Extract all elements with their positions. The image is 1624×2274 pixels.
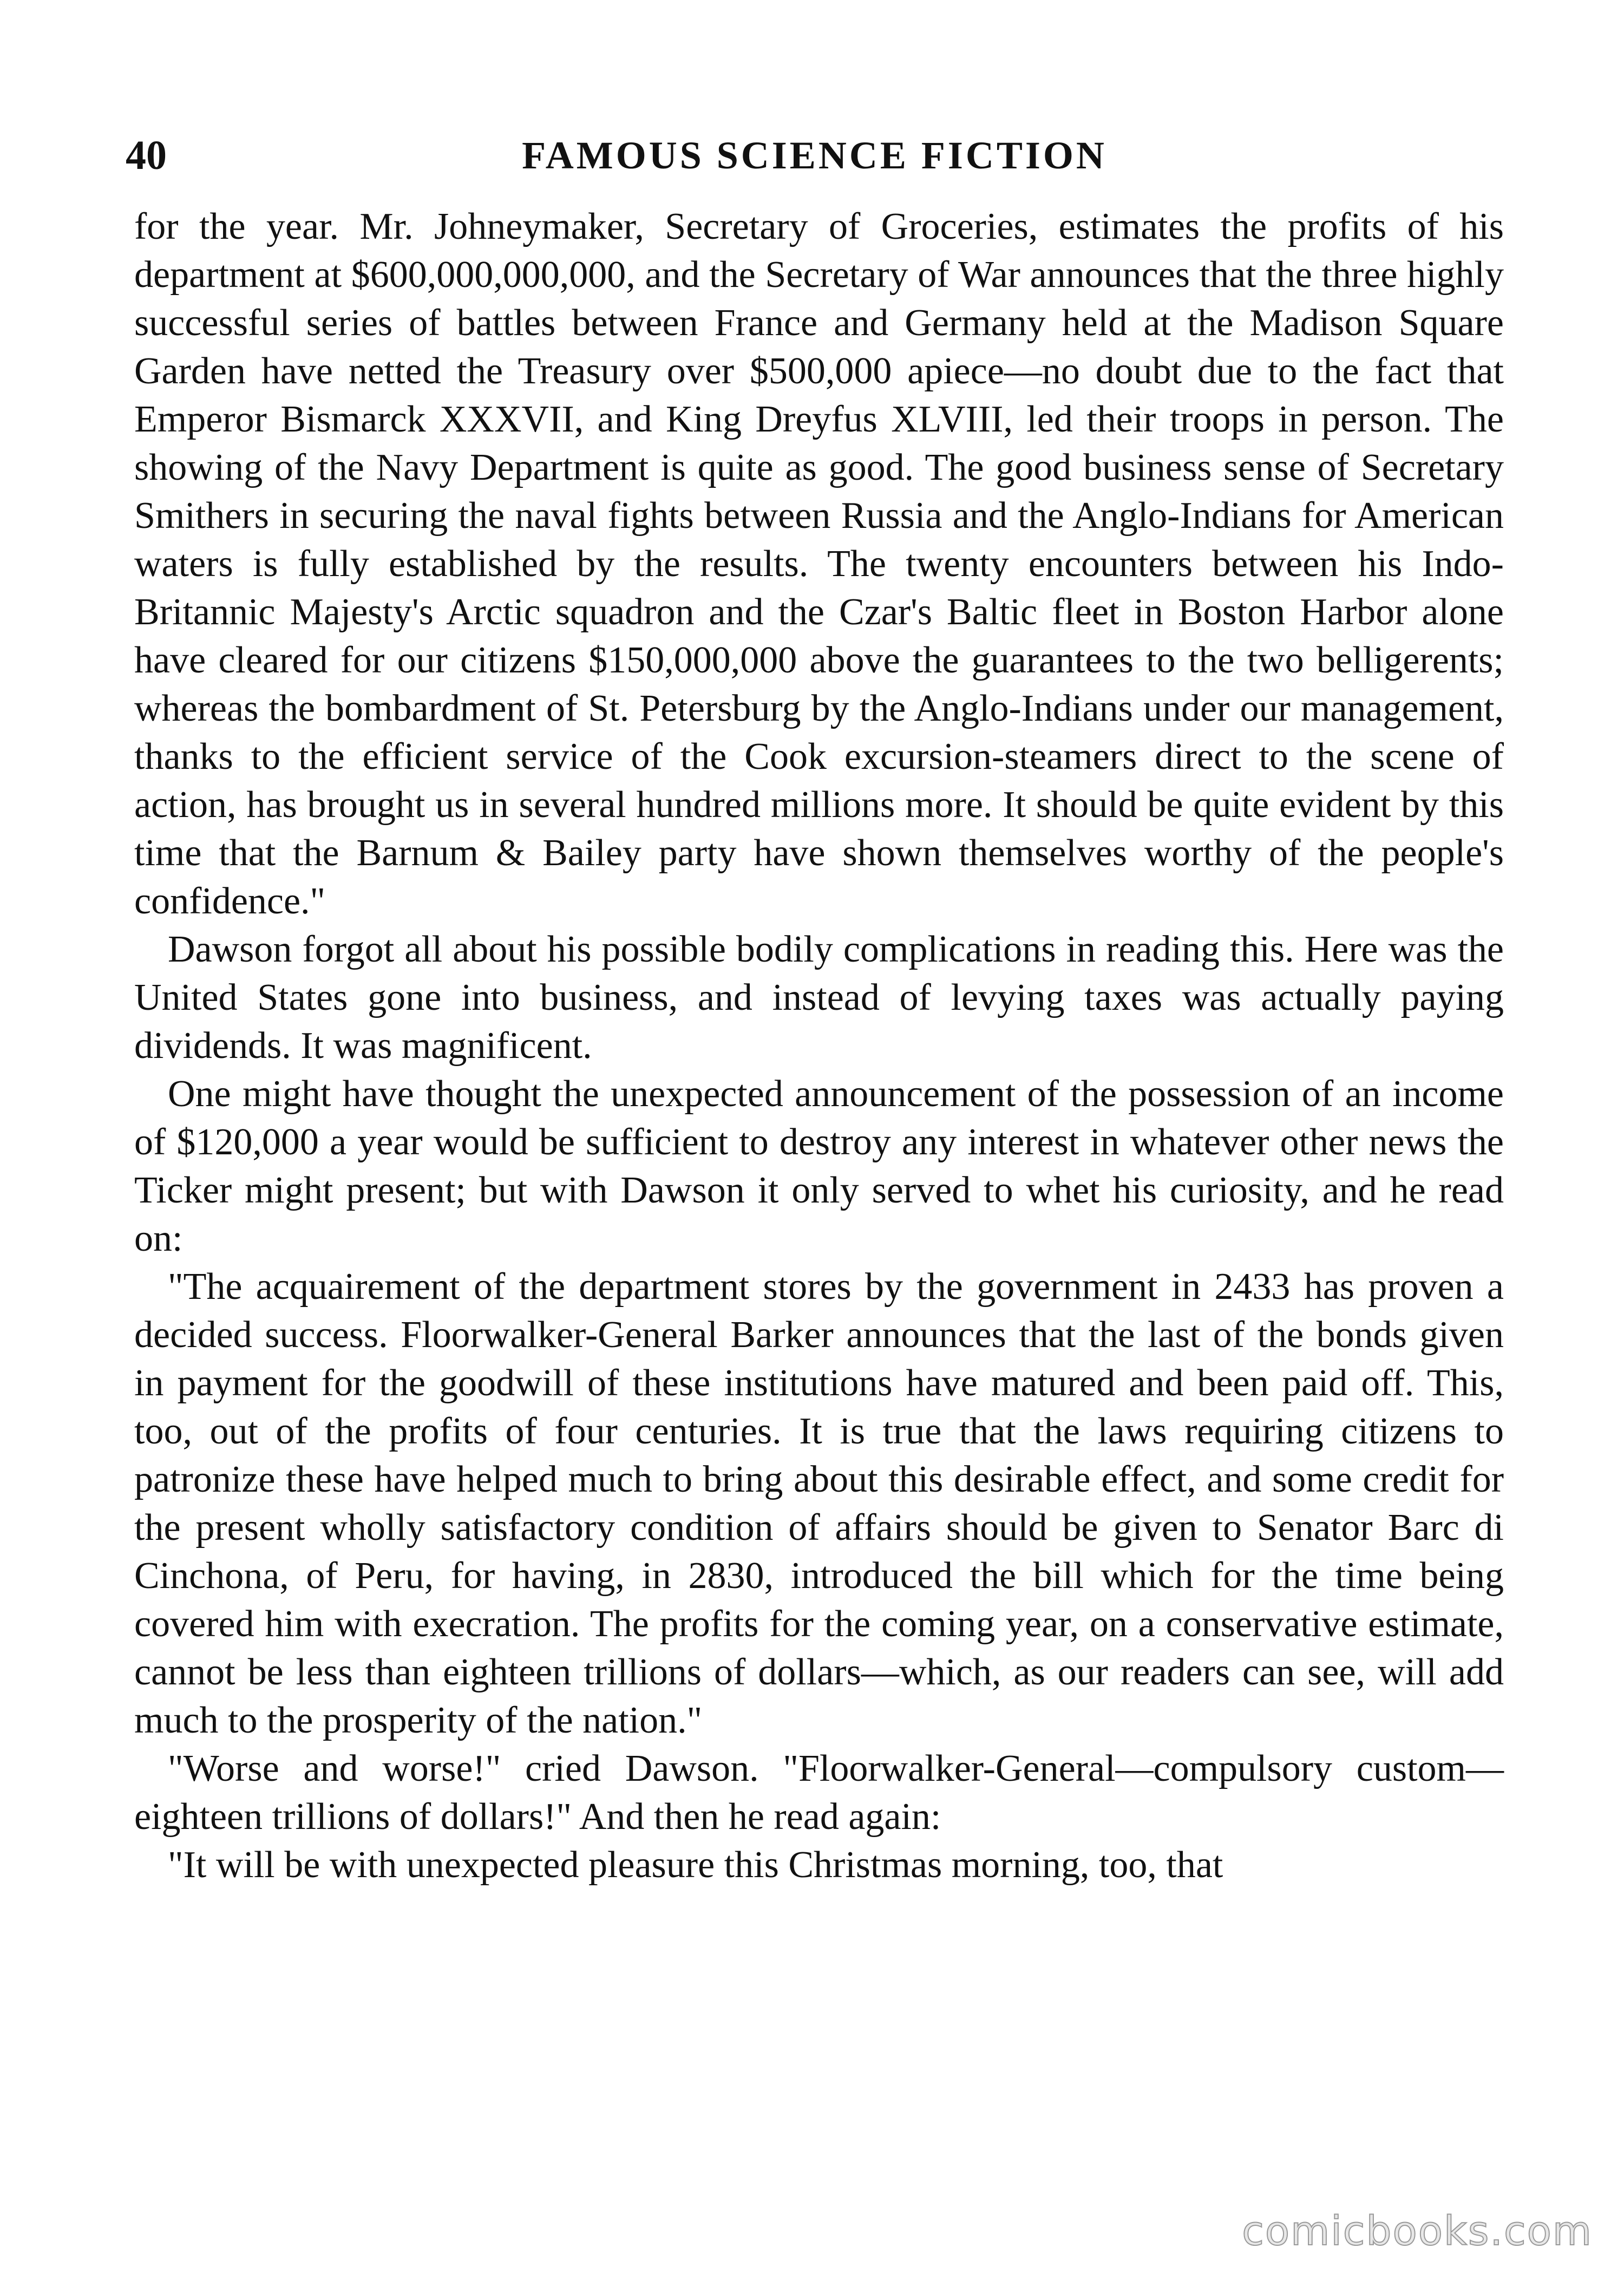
paragraph: "The acquairement of the department stores by the government in 2433 has proven a decided success. Floorwalker-General Barker announces that the last of the bonds given in payment for the goodwill of these institutions have matured and been paid off. This, too, out of the profits of four centuries. It is true that the laws requiring citizens to patronize these have helped much to bring about this desirable effect, and some credit for the present wholly satisfactory condition of affairs should be given to Senator Barc di Cinchona, of Peru, for having, in 2830, introduced the bill which for the time being covered him with execration. The profits for the coming year, on a conservative estimate, cannot be less than eighteen trillions of dollars—which, as our readers can see, will add much to the prosperity of the nation.": [134, 1266, 1504, 1741]
running-head-title: FAMOUS SCIENCE FICTION: [522, 134, 1107, 177]
paragraph: "It will be with unexpected pleasure this Christmas morning, too, that: [168, 1844, 1223, 1886]
paragraph: Dawson forgot all about his possible bodily complications in reading this. Here was the United States gone into business, and instead of levying taxes was actually paying dividends. It was magnificent.: [134, 929, 1504, 1067]
page-number: 40: [126, 133, 167, 178]
body-text: [134, 202, 1504, 1889]
running-head: [126, 126, 1503, 185]
paragraph: One might have thought the unexpected announcement of the possession of an income of $120,000 a year would be sufficient to destroy any interest in whatever other news the Ticker might present; but with Dawson it only served to whet his curiosity, and he read on:: [134, 1073, 1504, 1259]
paragraph: "Worse and worse!" cried Dawson. "Floorwalker-General—compulsory custom—eighteen trillions of dollars!" And then he read again:: [134, 1748, 1504, 1838]
paragraph: for the year. Mr. Johneymaker, Secretary of Groceries, estimates the profits of his department at $600,000,000,000, and the Secretary of War announces that the three highly successful series of battles between France and Germany held at the Madison Square Garden have netted the Treasury over $500,000 apiece—no doubt due to the fact that Emperor Bismarck XXXVII, and King Dreyfus XLVIII, led their troops in person. The showing of the Navy Department is quite as good. The good business sense of Secretary Smithers in securing the naval fights between Russia and the Anglo-Indians for American waters is fully established by the results. The twenty encounters between his Indo-Britannic Majesty's Arctic squadron and the Czar's Baltic fleet in Boston Harbor alone have cleared for our citizens $150,000,000 above the guarantees to the two belligerents; whereas the bombardment of St. Petersburg by the Anglo-Indians under our management, thanks to the efficient service of the Cook excursion-steamers direct to the scene of action, has brought us in several hundred millions more. It should be quite evident by this time that the Barnum & Bailey party have shown themselves worthy of the people's confidence.": [134, 206, 1504, 922]
watermark: comicbooks.com: [1242, 2208, 1593, 2255]
